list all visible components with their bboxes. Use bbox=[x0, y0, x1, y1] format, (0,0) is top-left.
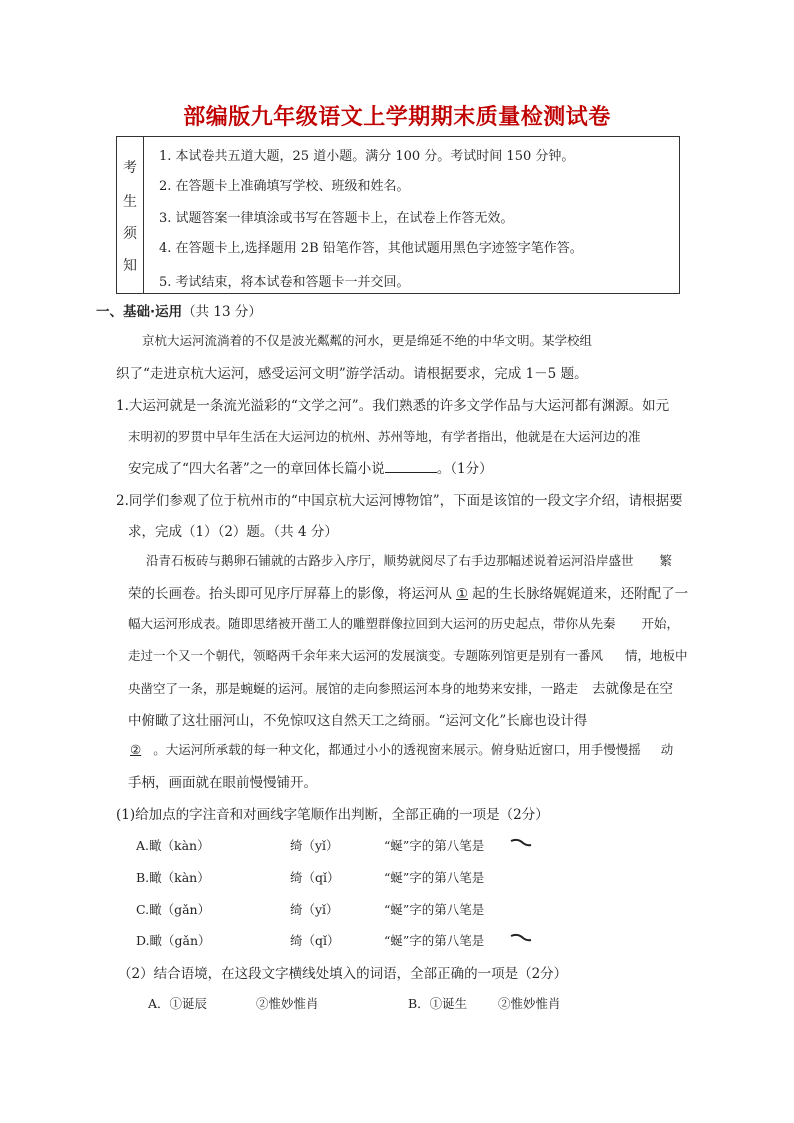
section-label: 一、基础·运用 bbox=[96, 304, 183, 320]
passage-text: 动 bbox=[660, 742, 674, 757]
notice-item: 5. 考试结束，将本试卷和答题卡一并交回。 bbox=[159, 275, 410, 290]
question-2-line: 求，完成（1）（2）题。（共 4 分） bbox=[128, 524, 338, 540]
passage-line bbox=[128, 677, 673, 697]
stroke-icon bbox=[510, 836, 532, 850]
answer-blank bbox=[385, 462, 437, 473]
passage-text: 幅大运河形成表。随即思绪被开凿工人的雕塑群像拉回到大运河的历史起点，带你从先秦 bbox=[128, 616, 616, 631]
section-heading bbox=[96, 300, 262, 320]
exam-notice-box bbox=[116, 136, 680, 294]
notice-heading-char: 生 bbox=[123, 194, 137, 210]
notice-item: 4. 在答题卡上,选择题用 2B 铅笔作答，其他试题用黑色字迹签字笔作答。 bbox=[159, 241, 583, 256]
blank-marker-1: ① bbox=[456, 586, 469, 602]
option-b-part1: B.瞰（kàn） bbox=[136, 870, 210, 885]
option-c-part2: 绮（yǐ） bbox=[290, 902, 339, 917]
question-2-line: 2.同学们参观了位于杭州市的“中国京杭大运河博物馆”，下面是该馆的一段文字介绍，请根据要 bbox=[116, 493, 683, 509]
subquestion-1-stem: (1)给加点的字注音和对画线字笔顺作出判断，全部正确的一项是（2分） bbox=[116, 807, 549, 823]
question-1-points: 。（1分） bbox=[436, 461, 493, 477]
passage-text: 开始， bbox=[641, 616, 680, 631]
passage-line bbox=[146, 551, 672, 569]
question-1-text: 安完成了“四大名著”之一的章回体长篇小说 bbox=[128, 461, 385, 477]
option-d-part2: 绮（qǐ） bbox=[290, 933, 340, 948]
passage-line bbox=[128, 646, 688, 664]
section-points: （共 13 分） bbox=[182, 304, 262, 320]
passage-line: 手柄，画面就在眼前慢慢铺开。 bbox=[128, 775, 317, 791]
question-1-line: 1.大运河就是一条流光溢彩的“文学之河”。我们熟悉的许多文学作品与大运河都有渊源。如元 bbox=[116, 398, 670, 414]
option-a-part2: 绮（yǐ） bbox=[290, 838, 339, 853]
passage-text: 。大运河所承载的每一种文化，都通过小小的透视窗来展示。俯身贴近窗口，用手慢慢摇 bbox=[153, 742, 641, 757]
option-b-blank2: ②惟妙惟肖 bbox=[498, 996, 561, 1011]
intro-line: 京杭大运河流淌着的不仅是波光粼粼的河水，更是绵延不绝的中华文明。某学校组 bbox=[142, 333, 593, 348]
option-d-part3: “蜒”字的第八笔是 bbox=[384, 933, 485, 948]
passage-text: 去就像是在空 bbox=[592, 681, 674, 697]
subquestion-2-stem: （2）结合语境，在这段文字横线处填入的词语，全部正确的一项是（2分） bbox=[118, 966, 568, 982]
passage-text: 起的生长脉络娓娓道来，还附配了一 bbox=[472, 586, 689, 602]
option-c-part3: “蜒”字的第八笔是 bbox=[384, 902, 485, 917]
option-c-part1: C.瞰（gǎn） bbox=[136, 902, 211, 917]
notice-item: 2. 在答题卡上准确填写学校、班级和姓名。 bbox=[159, 179, 410, 194]
option-d-part1: D.瞰（gǎn） bbox=[136, 933, 211, 948]
option-a-part3: “蜒”字的第八笔是 bbox=[384, 838, 485, 853]
option-a-blank1: A．①诞辰 bbox=[148, 996, 208, 1011]
passage-text: 繁 bbox=[659, 553, 673, 568]
option-b-blank1: B．①诞生 bbox=[408, 996, 468, 1011]
passage-text: 走过一个又一个朝代，领略两千余年来大运河的发展演变。专题陈列馆更是别有一番风 bbox=[128, 648, 604, 663]
passage-line bbox=[128, 582, 688, 602]
page-title: 部编版九年级语文上学期期末质量检测试卷 bbox=[183, 105, 611, 130]
notice-item: 1. 本试卷共五道大题，25 道小题。满分 100 分。考试时间 150 分钟。 bbox=[159, 149, 575, 164]
option-a-part1: A.瞰（kàn） bbox=[136, 838, 210, 853]
question-1-line bbox=[128, 457, 493, 477]
passage-text: 荣的长画卷。抬头即可见序厅屏幕上的影像，将运河从 bbox=[128, 586, 452, 602]
option-b-part2: 绮（qǐ） bbox=[290, 870, 340, 885]
passage-text: 沿青石板砖与鹅卵石铺就的古路步入序厅，顺势就阅尽了右手边那幅述说着运河沿岸盛世 bbox=[146, 553, 634, 568]
passage-text: 央凿空了一条，那是蜿蜒的运河。展馆的走向参照运河本身的地势来安排，一路走 bbox=[128, 681, 579, 696]
notice-heading-char: 知 bbox=[123, 258, 137, 274]
notice-heading-char: 考 bbox=[123, 160, 137, 176]
passage-line bbox=[128, 614, 679, 632]
notice-item: 3. 试题答案一律填涂或书写在答题卡上，在试卷上作答无效。 bbox=[159, 211, 514, 226]
question-1-line: 末明初的罗贯中早年生活在大运河边的杭州、苏州等地，有学者指出，他就是在大运河边的准 bbox=[128, 429, 641, 444]
passage-line: 中俯瞰了这壮丽河山，不免惊叹这自然天工之绮丽。“运河文化”长廊也设计得 bbox=[128, 713, 588, 729]
option-b-part3: “蜒”字的第八笔是 bbox=[384, 870, 485, 885]
intro-line: 织了“走进京杭大运河，感受运河文明”游学活动。请根据要求，完成 1－5 题。 bbox=[116, 366, 588, 382]
passage-text: 情，地板中 bbox=[625, 648, 688, 663]
notice-heading-column bbox=[117, 137, 144, 293]
stroke-icon bbox=[510, 931, 532, 945]
blank-marker-2: ② bbox=[130, 742, 142, 757]
passage-line bbox=[128, 740, 673, 758]
notice-heading-char: 须 bbox=[123, 226, 137, 242]
option-a-blank2: ②惟妙惟肖 bbox=[256, 996, 319, 1011]
